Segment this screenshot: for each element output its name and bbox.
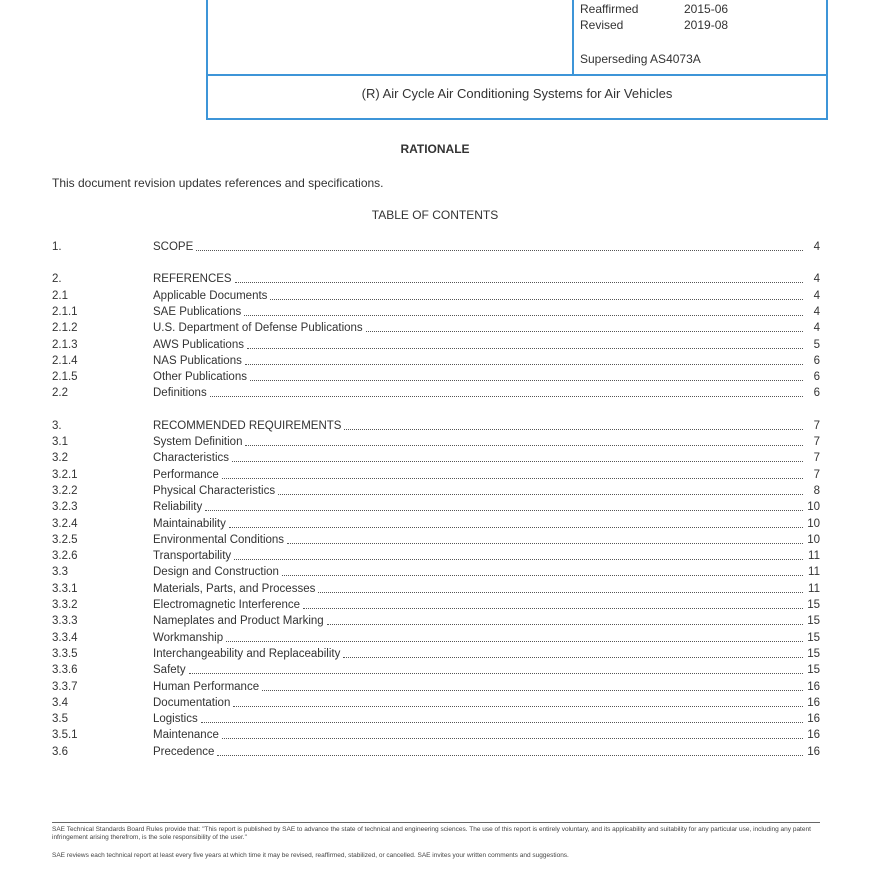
toc-entry-line bbox=[153, 468, 820, 482]
toc-dot-leader bbox=[234, 549, 803, 560]
toc-entry-title: Safety bbox=[153, 664, 186, 677]
toc-entry-number: 3.4 bbox=[52, 696, 68, 709]
toc-dot-leader bbox=[189, 663, 803, 674]
toc-entry-number: 2.1.1 bbox=[52, 305, 78, 318]
toc-entry-title: Applicable Documents bbox=[153, 289, 268, 302]
toc-entry-line bbox=[153, 680, 820, 694]
toc-dot-leader bbox=[303, 598, 803, 609]
toc-entry-page: 11 bbox=[808, 582, 820, 595]
toc-dot-leader bbox=[222, 468, 803, 479]
toc-entry-number: 3.5.1 bbox=[52, 729, 78, 742]
toc-entry-line bbox=[153, 517, 820, 531]
toc-entry-title: Characteristics bbox=[153, 452, 230, 465]
toc-entry-number: 2.1.4 bbox=[52, 354, 78, 367]
toc-dot-leader bbox=[201, 712, 803, 723]
reaffirmed-label: Reaffirmed bbox=[580, 2, 639, 16]
toc-entry-title: SAE Publications bbox=[153, 305, 242, 318]
toc-entry-page: 11 bbox=[808, 550, 820, 563]
toc-entry-line bbox=[153, 419, 820, 433]
toc-entry-title: RECOMMENDED REQUIREMENTS bbox=[153, 419, 342, 432]
toc-entry-page: 15 bbox=[807, 615, 820, 628]
toc-entry-title: Other Publications bbox=[153, 371, 247, 384]
toc-entry-line bbox=[153, 338, 820, 352]
toc-entry-title: NAS Publications bbox=[153, 354, 242, 367]
toc-entry-title: System Definition bbox=[153, 436, 243, 448]
toc-entry-page: 4 bbox=[813, 241, 820, 253]
toc-dot-leader bbox=[222, 728, 803, 739]
header-divider bbox=[572, 0, 574, 74]
toc-entry-number: 3.3.1 bbox=[52, 582, 78, 595]
toc-dot-leader bbox=[250, 370, 803, 381]
toc-entry[interactable] bbox=[52, 451, 820, 465]
toc-dot-leader bbox=[287, 533, 803, 544]
toc-entry-number: 2.1.3 bbox=[52, 338, 78, 351]
toc-entry-title: REFERENCES bbox=[153, 273, 232, 286]
rationale-text: This document revision updates references and specifications. bbox=[52, 176, 384, 190]
toc-dot-leader bbox=[229, 517, 803, 528]
toc-entry[interactable] bbox=[52, 696, 820, 710]
toc-entry-title: Interchangeability and Replaceability bbox=[153, 647, 341, 660]
toc-entry-title: Physical Characteristics bbox=[153, 484, 276, 497]
toc-entry-number: 2.1.5 bbox=[52, 371, 78, 384]
toc-dot-leader bbox=[232, 451, 803, 462]
toc-entry-page: 10 bbox=[807, 501, 820, 514]
rationale-heading: RATIONALE bbox=[400, 142, 470, 156]
toc-entry-line bbox=[153, 500, 820, 514]
toc-entry[interactable] bbox=[52, 240, 820, 254]
reaffirmed-value: 2015-06 bbox=[684, 2, 729, 16]
toc-entry-number: 3.5 bbox=[52, 713, 68, 726]
toc-entry-page: 4 bbox=[813, 273, 820, 286]
toc-entry-number: 3.2.6 bbox=[52, 550, 78, 563]
toc-entry-number: 2.1 bbox=[52, 289, 68, 302]
toc-entry-title: SCOPE bbox=[153, 241, 194, 253]
toc-entry-page: 16 bbox=[807, 729, 820, 742]
toc-entry-line bbox=[153, 289, 820, 303]
toc-entry-number: 3.3.4 bbox=[52, 631, 78, 644]
toc-entry-page: 15 bbox=[807, 664, 820, 677]
toc-entry-line bbox=[153, 533, 820, 547]
toc-dot-leader bbox=[196, 240, 803, 251]
toc-heading: TABLE OF CONTENTS bbox=[371, 208, 499, 222]
toc-entry[interactable] bbox=[52, 289, 820, 303]
toc-dot-leader bbox=[366, 321, 803, 332]
toc-dot-leader bbox=[205, 500, 803, 511]
toc-entry-number: 3.3.2 bbox=[52, 599, 78, 611]
toc-entry-line bbox=[153, 728, 820, 742]
toc-entry-page: 15 bbox=[807, 599, 820, 611]
toc-dot-leader bbox=[344, 419, 803, 430]
toc-entry-number: 1. bbox=[52, 241, 62, 253]
toc-entry[interactable] bbox=[52, 631, 820, 645]
toc-entry[interactable] bbox=[52, 663, 820, 677]
toc-dot-leader bbox=[235, 272, 803, 283]
toc-entry-title: Precedence bbox=[153, 745, 215, 758]
toc-entry-title: Documentation bbox=[153, 696, 231, 709]
toc-entry[interactable] bbox=[52, 680, 820, 694]
toc-entry-number: 3.1 bbox=[52, 436, 68, 448]
toc-entry[interactable] bbox=[52, 614, 820, 628]
toc-entry-page: 4 bbox=[813, 289, 820, 302]
toc-dot-leader bbox=[217, 745, 803, 756]
toc-entry-line bbox=[153, 354, 820, 368]
toc-entry-line bbox=[153, 631, 820, 645]
toc-entry-number: 3.2.4 bbox=[52, 517, 78, 530]
toc-entry-number: 3.2.1 bbox=[52, 468, 78, 481]
toc-entry-line bbox=[153, 435, 820, 449]
toc-entry-line bbox=[153, 565, 820, 579]
header-info-row bbox=[208, 0, 826, 76]
revised-label: Revised bbox=[580, 18, 624, 32]
revised-date bbox=[580, 18, 728, 32]
toc-entry-page: 15 bbox=[807, 631, 820, 644]
toc-entry[interactable] bbox=[52, 419, 820, 433]
toc-entry[interactable] bbox=[52, 338, 820, 352]
toc-entry-page: 10 bbox=[807, 517, 820, 530]
toc-entry[interactable] bbox=[52, 517, 820, 531]
toc-entry-page: 8 bbox=[813, 484, 820, 497]
toc-entry[interactable] bbox=[52, 598, 820, 612]
toc-entry-line bbox=[153, 386, 820, 400]
toc-entry-line bbox=[153, 582, 820, 596]
toc-dot-leader bbox=[226, 631, 803, 642]
toc-dot-leader bbox=[210, 386, 803, 397]
toc-entry-page: 10 bbox=[807, 533, 820, 546]
toc-entry-line bbox=[153, 598, 820, 612]
document-header-box bbox=[206, 0, 828, 120]
toc-entry-title: Electromagnetic Interference bbox=[153, 599, 301, 611]
toc-entry-page: 6 bbox=[813, 354, 820, 367]
toc-dot-leader bbox=[327, 614, 803, 625]
toc-dot-leader bbox=[270, 289, 803, 300]
toc-entry-title: Maintenance bbox=[153, 729, 219, 742]
toc-entry-line bbox=[153, 712, 820, 726]
toc-entry[interactable] bbox=[52, 305, 820, 319]
footer-notice-1: SAE Technical Standards Board Rules provide that: "This report is published by SAE to advance the state of technical and engineering sciences. The use of this report is entirely voluntary, and its applicability and suitability for any particular use, including any patent infringement arising therefrom, is the sole responsibility of the user." bbox=[52, 826, 811, 841]
toc-entry-number: 3.3 bbox=[52, 566, 68, 579]
toc-dot-leader bbox=[233, 696, 803, 707]
toc-entry-line bbox=[153, 321, 820, 335]
toc-entry-page: 6 bbox=[813, 371, 820, 384]
toc-entry-line bbox=[153, 240, 820, 254]
toc-entry-page: 16 bbox=[807, 713, 820, 726]
toc-entry-title: Maintainability bbox=[153, 517, 226, 530]
toc-entry-number: 2.1.2 bbox=[52, 322, 78, 335]
toc-dot-leader bbox=[247, 338, 803, 349]
document-title: (R) Air Cycle Air Conditioning Systems for Air Vehicles bbox=[361, 86, 673, 101]
toc-dot-leader bbox=[343, 647, 803, 658]
toc-entry-page: 5 bbox=[813, 338, 820, 351]
toc-entry-title: Logistics bbox=[153, 713, 198, 726]
toc-entry-number: 2.2 bbox=[52, 387, 68, 400]
toc-entry[interactable] bbox=[52, 435, 820, 449]
toc-entry-page: 7 bbox=[813, 436, 820, 448]
toc-entry-number: 3. bbox=[52, 419, 62, 432]
toc-entry-title: Design and Construction bbox=[153, 566, 279, 579]
toc-entry-number: 3.3.7 bbox=[52, 680, 78, 693]
toc-entry-title: Transportability bbox=[153, 550, 232, 563]
toc-entry[interactable] bbox=[52, 582, 820, 596]
toc-dot-leader bbox=[262, 680, 803, 691]
toc-dot-leader bbox=[244, 305, 803, 316]
toc-entry[interactable] bbox=[52, 272, 820, 286]
toc-entry-page: 7 bbox=[813, 452, 820, 465]
toc-entry-number: 2. bbox=[52, 273, 62, 286]
toc-entry-page: 7 bbox=[813, 419, 820, 432]
toc-entry-number: 3.6 bbox=[52, 745, 68, 758]
toc-entry-page: 16 bbox=[807, 696, 820, 709]
toc-entry[interactable] bbox=[52, 712, 820, 726]
toc-entry-title: Reliability bbox=[153, 501, 203, 514]
toc-entry[interactable] bbox=[52, 533, 820, 547]
toc-entry[interactable] bbox=[52, 647, 820, 661]
toc-entry-number: 3.3.6 bbox=[52, 664, 78, 677]
toc-entry-page: 16 bbox=[807, 680, 820, 693]
toc-dot-leader bbox=[245, 354, 803, 365]
toc-dot-leader bbox=[245, 435, 803, 446]
toc-entry-title: Human Performance bbox=[153, 680, 260, 693]
toc-entry[interactable] bbox=[52, 370, 820, 384]
toc-entry-title: Environmental Conditions bbox=[153, 533, 285, 546]
toc-dot-leader bbox=[318, 582, 803, 593]
toc-entry-number: 3.2 bbox=[52, 452, 68, 465]
toc-entry-page: 7 bbox=[813, 468, 820, 481]
toc-entry-line bbox=[153, 370, 820, 384]
toc-entry-title: Materials, Parts, and Processes bbox=[153, 582, 316, 595]
toc-entry-line bbox=[153, 305, 820, 319]
toc-entry-line bbox=[153, 484, 820, 498]
toc-entry[interactable] bbox=[52, 321, 820, 335]
toc-entry[interactable] bbox=[52, 468, 820, 482]
toc-entry-line bbox=[153, 745, 820, 759]
revised-value: 2019-08 bbox=[684, 18, 729, 32]
toc-entry[interactable] bbox=[52, 728, 820, 742]
toc-entry-line bbox=[153, 663, 820, 677]
toc-entry[interactable] bbox=[52, 549, 820, 563]
toc-entry-line bbox=[153, 647, 820, 661]
toc-entry-title: Workmanship bbox=[153, 631, 224, 644]
toc-entry[interactable] bbox=[52, 484, 820, 498]
toc-dot-leader bbox=[278, 484, 803, 495]
superseding-note: Superseding AS4073A bbox=[580, 52, 701, 66]
toc-entry[interactable] bbox=[52, 500, 820, 514]
toc-entry-title: U.S. Department of Defense Publications bbox=[153, 322, 363, 335]
toc-entry-line bbox=[153, 451, 820, 465]
toc-entry-page: 6 bbox=[813, 387, 820, 400]
toc-entry-title: Definitions bbox=[153, 387, 207, 400]
toc-entry-line bbox=[153, 696, 820, 710]
toc-entry-number: 3.3.5 bbox=[52, 647, 78, 660]
toc-entry-number: 3.2.5 bbox=[52, 533, 78, 546]
toc-entry-title: AWS Publications bbox=[153, 338, 244, 351]
toc-entry-title: Performance bbox=[153, 468, 219, 481]
reaffirmed-date bbox=[580, 2, 728, 16]
toc-entry-title: Nameplates and Product Marking bbox=[153, 615, 324, 628]
toc-entry-line bbox=[153, 614, 820, 628]
toc-entry-line bbox=[153, 549, 820, 563]
toc-entry[interactable] bbox=[52, 386, 820, 400]
toc-dot-leader bbox=[282, 565, 803, 576]
toc-entry[interactable] bbox=[52, 354, 820, 368]
footer-rule bbox=[52, 822, 820, 823]
toc-entry-page: 15 bbox=[807, 647, 820, 660]
toc-entry-number: 3.2.2 bbox=[52, 484, 78, 497]
toc-entry-page: 4 bbox=[813, 305, 820, 318]
toc-entry[interactable] bbox=[52, 745, 820, 759]
toc-entry-number: 3.2.3 bbox=[52, 501, 78, 514]
toc-entry-line bbox=[153, 272, 820, 286]
toc-entry-page: 4 bbox=[813, 322, 820, 335]
footer-notice-2: SAE reviews each technical report at least every five years at which time it may be revised, reaffirmed, stabilized, or cancelled. SAE invites your written comments and suggestions. bbox=[52, 852, 569, 859]
toc-entry-number: 3.3.3 bbox=[52, 615, 78, 628]
toc-entry-page: 16 bbox=[807, 745, 820, 758]
toc-entry-page: 11 bbox=[808, 566, 820, 579]
toc-entry[interactable] bbox=[52, 565, 820, 579]
